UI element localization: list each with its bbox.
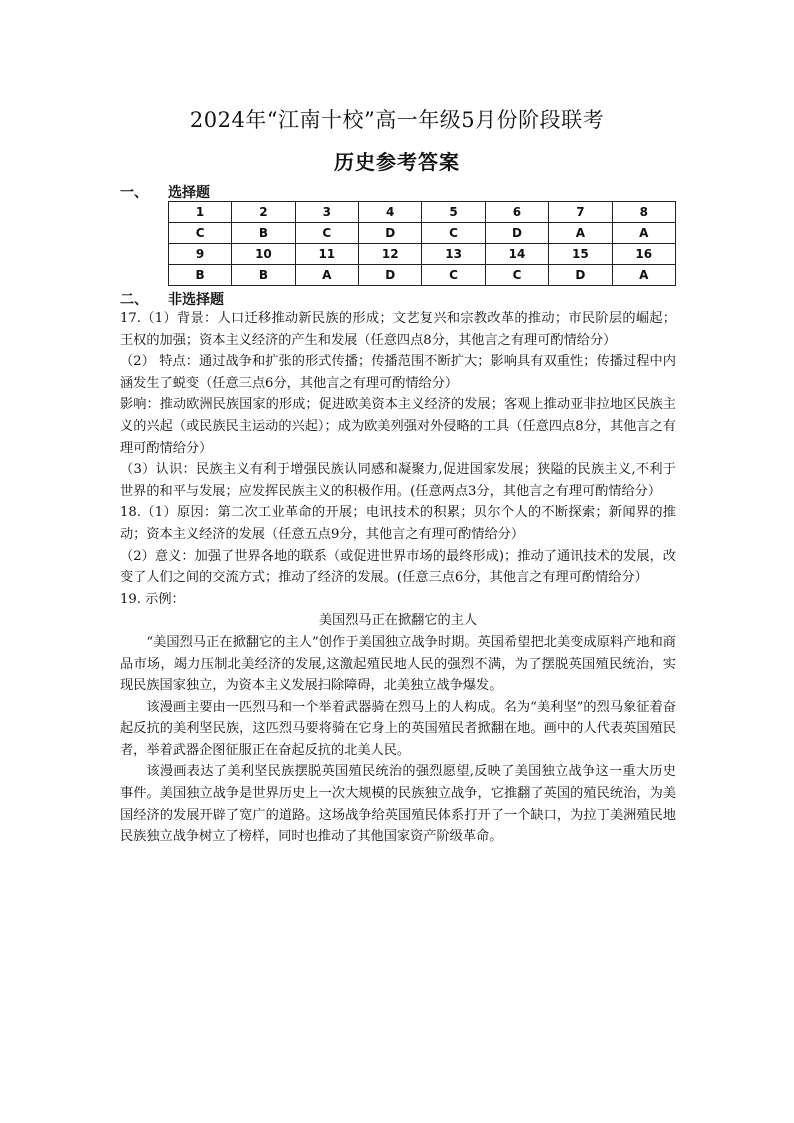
answer-cell: C bbox=[485, 265, 548, 286]
question-number-cell: 1 bbox=[169, 202, 232, 223]
question-number-cell: 2 bbox=[232, 202, 295, 223]
answer-cell: D bbox=[359, 265, 422, 286]
page-title: 2024年“江南十校”高一年级5月份阶段联考 bbox=[189, 108, 605, 132]
q18-part1: 18.（1）原因：第二次工业革命的开展；电讯技术的积累；贝尔个人的不断探索；新闻界的推动；资本主义经济的发展（任意五点9分，其他言之有理可酌情给分） bbox=[120, 505, 676, 542]
question-number-cell: 7 bbox=[549, 202, 612, 223]
answer-cell: B bbox=[169, 265, 232, 286]
answer-body-text bbox=[120, 308, 676, 848]
question-number-cell: 6 bbox=[485, 202, 548, 223]
answer-cell: A bbox=[612, 265, 675, 286]
question-number-cell: 5 bbox=[422, 202, 485, 223]
question-number-cell: 14 bbox=[485, 244, 548, 265]
q19-paragraph-3: 该漫画表达了美利坚民族摆脱英国殖民统治的强烈愿望,反映了美国独立战争这一重大历史事件。美国独立战争是世界历史上一次大规模的民族独立战争，它推翻了英国的殖民统治，为美国经济的发展开辟了宽广的道路。这场战争给英国殖民体系打开了一个缺口，为拉丁美洲殖民地民族独立战争树立了榜样，同时也推动了其他国家资产阶级革命。 bbox=[120, 764, 676, 845]
section-choice-label: 选择题 bbox=[168, 185, 210, 201]
question-number-cell: 10 bbox=[232, 244, 295, 265]
section-nonchoice-number: 二、 bbox=[120, 292, 148, 308]
section-nonchoice-heading bbox=[120, 289, 224, 309]
question-number-cell: 8 bbox=[612, 202, 675, 223]
answer-cell: D bbox=[359, 223, 422, 244]
q19-paragraph-1: “美国烈马正在掀翻它的主人”创作于美国独立战争时期。英国希望把北美变成原料产地和商品市场，竭力压制北美经济的发展,这激起殖民地人民的强烈不满，为了摆脱英国殖民统治，实现民族国家独立，为资本主义发展扫除障碍，北美独立战争爆发。 bbox=[120, 634, 676, 694]
q18-part2: （2）意义：加强了世界各地的联系（或促进世界市场的最终形成)；推动了通讯技术的发展，改变了人们之间的交流方式；推动了经济的发展。(任意三点6分，其他言之有理可酌情给分） bbox=[120, 548, 676, 586]
answer-cell: C bbox=[169, 223, 232, 244]
q17-part1: 17.（1）背景：人口迁移推动新民族的形成；文艺复兴和宗教改革的推动；市民阶层的崛起；王权的加强；资本主义经济的产生和发展（任意四点8分，其他言之有理可酌情给分） bbox=[120, 311, 676, 348]
question-number-cell: 9 bbox=[169, 244, 232, 265]
section-choice-number: 一、 bbox=[120, 185, 148, 201]
question-number-cell: 3 bbox=[295, 202, 358, 223]
answer-cell: A bbox=[549, 223, 612, 244]
answer-row bbox=[169, 265, 676, 286]
answer-cell: B bbox=[232, 223, 295, 244]
section-nonchoice-label: 非选择题 bbox=[168, 292, 224, 308]
answer-cell: A bbox=[295, 265, 358, 286]
question-number-cell: 4 bbox=[359, 202, 422, 223]
answer-cell: C bbox=[422, 223, 485, 244]
q19-essay-title: 美国烈马正在掀翻它的主人 bbox=[318, 613, 478, 629]
q19-label: 19. 示例： bbox=[120, 591, 185, 607]
answer-table bbox=[168, 201, 676, 286]
answer-cell: D bbox=[549, 265, 612, 286]
question-number-row bbox=[169, 244, 676, 265]
answer-cell: A bbox=[612, 223, 675, 244]
question-number-cell: 12 bbox=[359, 244, 422, 265]
question-number-cell: 15 bbox=[549, 244, 612, 265]
question-number-cell: 13 bbox=[422, 244, 485, 265]
question-number-cell: 16 bbox=[612, 244, 675, 265]
q19-paragraph-2: 该漫画主要由一匹烈马和一个举着武器骑在烈马上的人构成。名为“美利坚”的烈马象征着奋起反抗的美利坚民族，这匹烈马要将骑在它身上的英国殖民者掀翻在地。画中的人代表英国殖民者，举着武器企图征服正在奋起反抗的北美人民。 bbox=[120, 699, 676, 758]
question-number-cell: 11 bbox=[295, 244, 358, 265]
page-subtitle: 历史参考答案 bbox=[334, 150, 460, 174]
q17-part3: （3）认识：民族主义有利于增强民族认同感和凝聚力,促进国家发展；狭隘的民族主义,不利于世界的和平与发展；应发挥民族主义的积极作用。(任意两点3分，其他言之有理可酌情给分） bbox=[120, 462, 676, 499]
answer-cell: B bbox=[232, 265, 295, 286]
section-choice-heading bbox=[120, 182, 210, 202]
q17-part2-impact: 影响：推动欧洲民族国家的形成；促进欧美资本主义经济的发展；客观上推动亚非拉地区民族主义的兴起（或民族民主运动的兴起）；成为欧美列强对外侵略的工具（任意四点8分，其他言之有理可酌情给分） bbox=[120, 397, 676, 456]
answer-cell: C bbox=[422, 265, 485, 286]
q17-part2-features: （2） 特点：通过战争和扩张的形式传播；传播范围不断扩大；影响具有双重性；传播过程中内涵发生了蜕变（任意三点6分，其他言之有理可酌情给分） bbox=[120, 354, 676, 391]
answer-cell: C bbox=[295, 223, 358, 244]
question-number-row bbox=[169, 202, 676, 223]
answer-row bbox=[169, 223, 676, 244]
answer-cell: D bbox=[485, 223, 548, 244]
